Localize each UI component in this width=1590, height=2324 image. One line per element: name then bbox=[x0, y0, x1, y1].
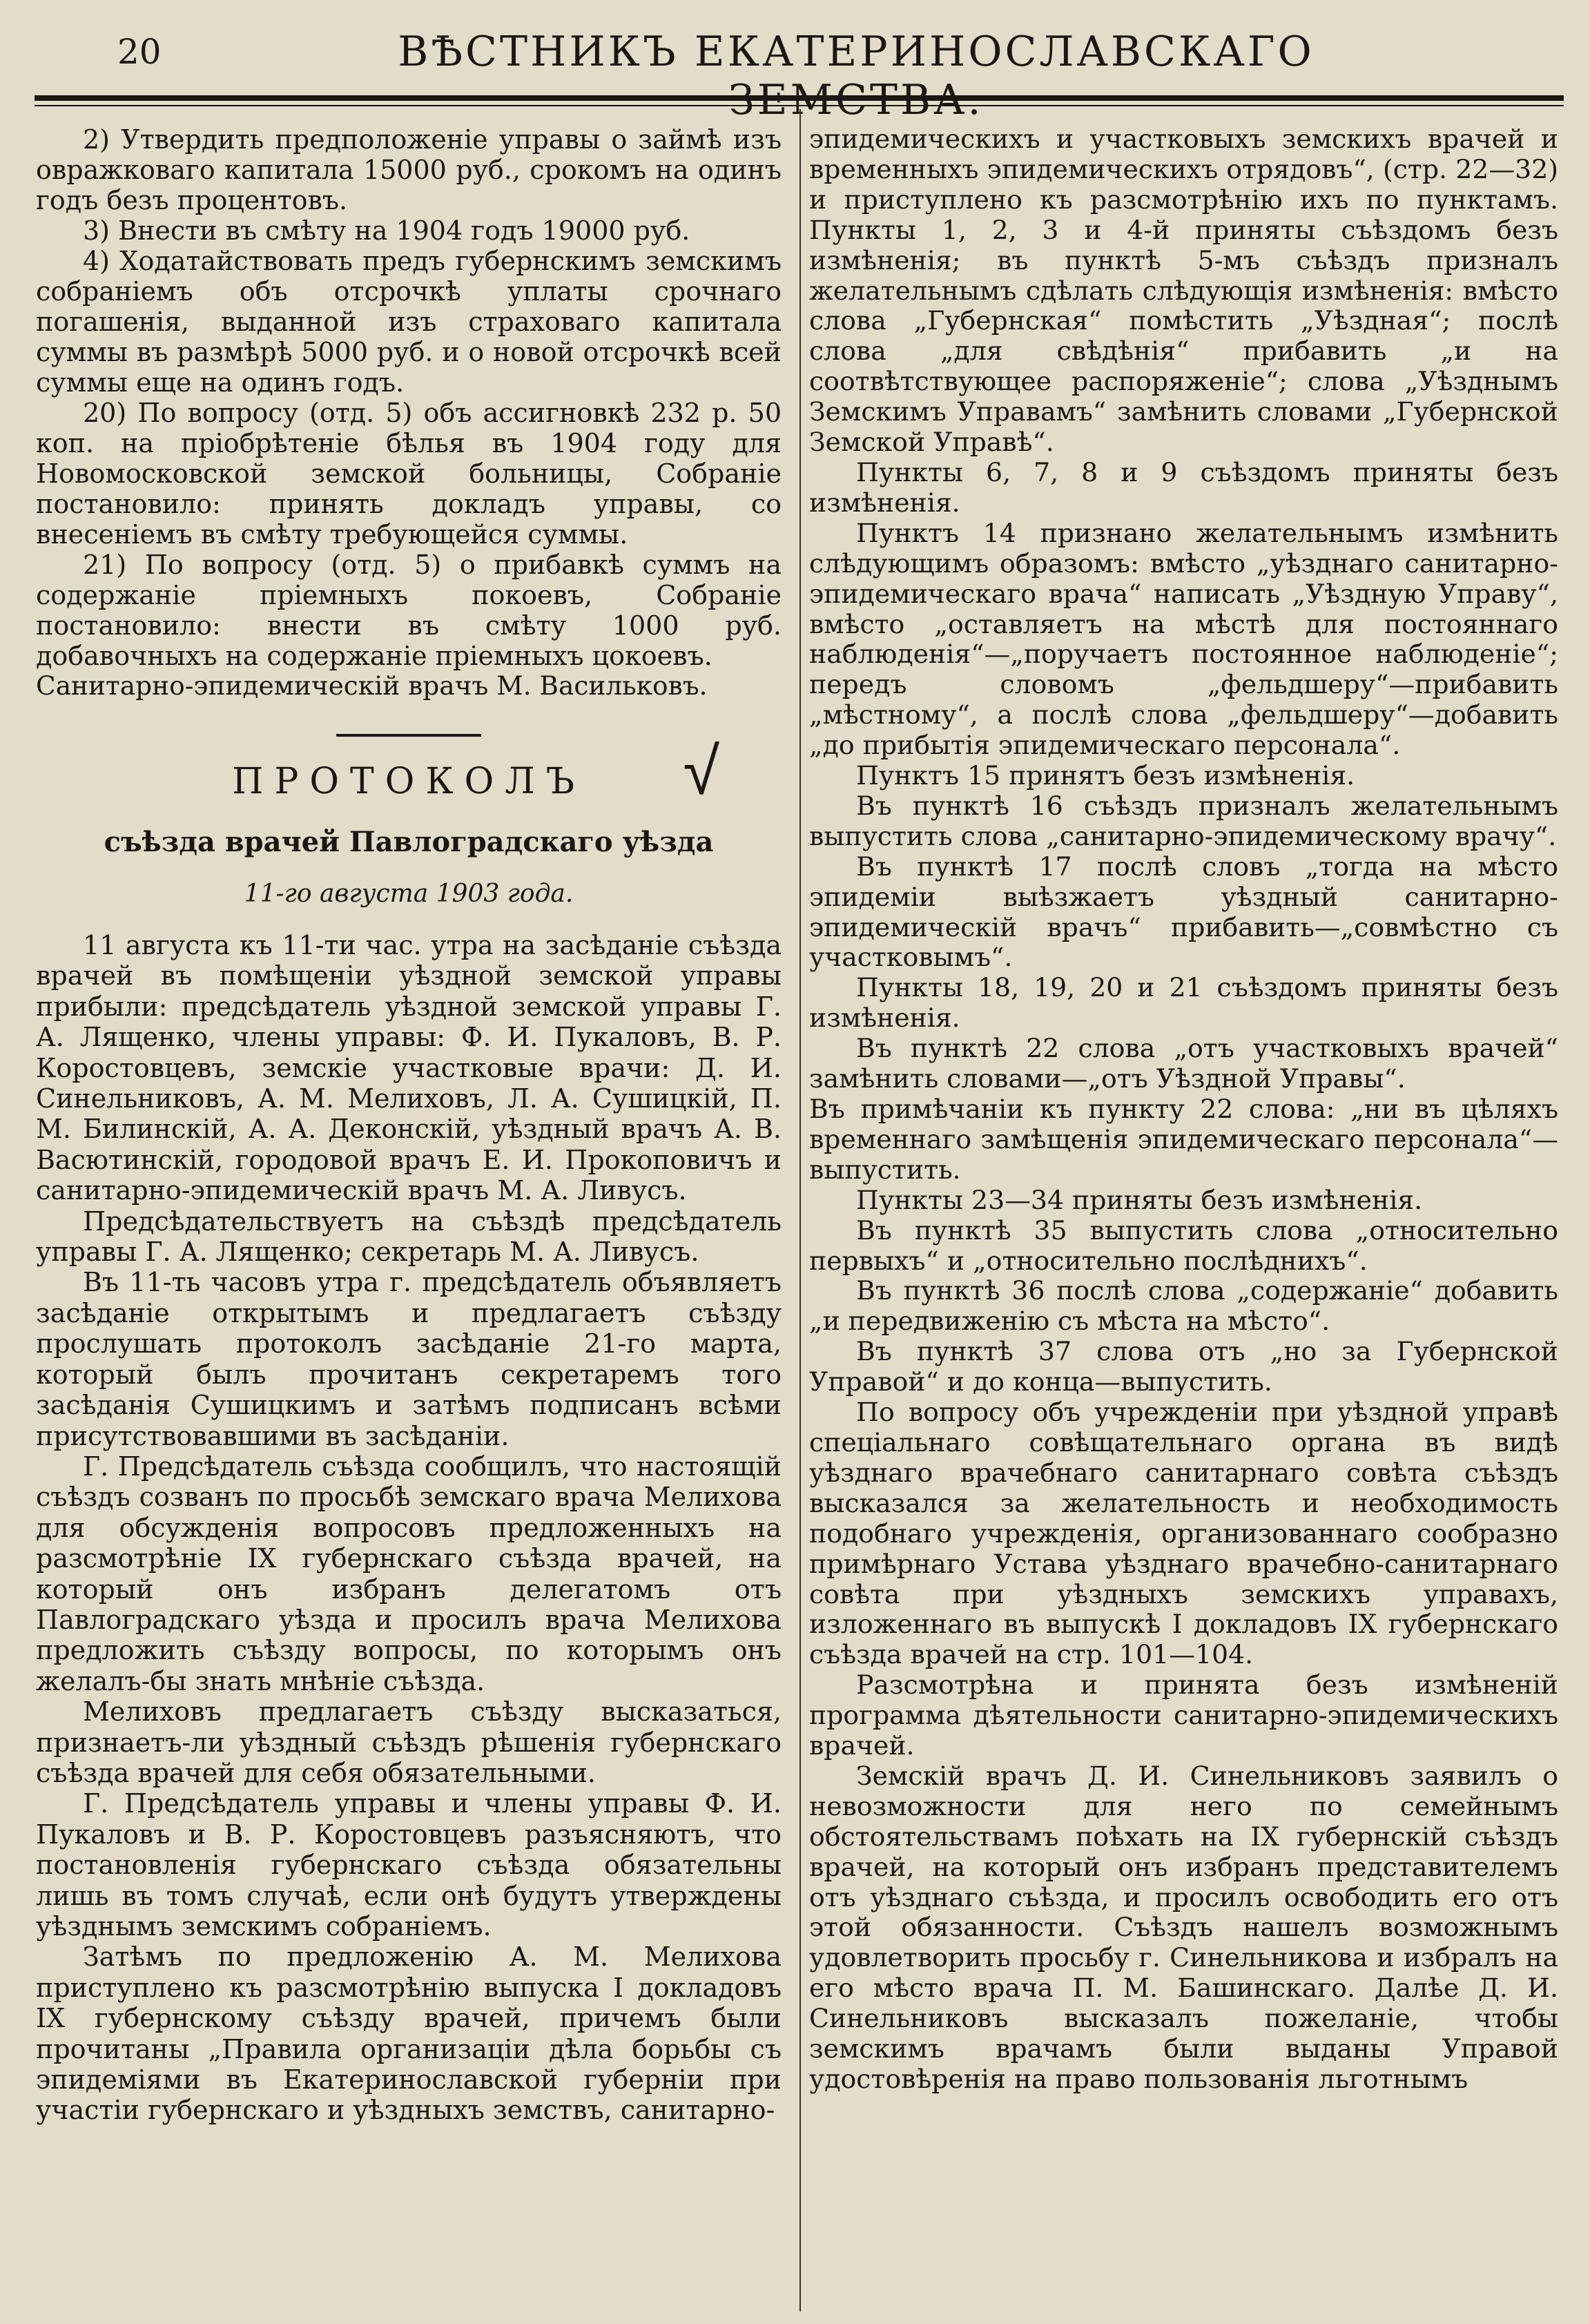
paragraph: Пункты 23—34 приняты безъ измѣненiя. bbox=[856, 1184, 1423, 1215]
paragraph: Земскiй врачъ Д. И. Синельниковъ заявилъ о невозможности для него по семейнымъ обстоятельствамъ поѣхать на IX губернскiй съѣздъ врачей, на который онъ избранъ представителемъ отъ уѣзднаго съѣзда, и просилъ освободить его отъ этой обязанности. Съѣздъ нашелъ возможнымъ удовлетворить просьбу г. Синельникова и избралъ на его мѣсто врача П. М. Башинскаго. Далѣе Д. И. Синельниковъ высказалъ пожеланiе, чтобы земскимъ врачамъ были выданы Управой удостовѣренiя на право пользованiя льготнымъ bbox=[809, 1760, 1558, 2094]
page-number: 20 bbox=[117, 32, 162, 72]
paragraph: 11 августа къ 11-ти час. утра на засѣданiе съѣзда врачей въ помѣщенiи уѣздной земской управы прибыли: предсѣдатель уѣздной земской управы Г. А. Лященко, члены управы: Ф. И. Пукаловъ, В. Р. Коростовцевъ, земскiе участковые врачи: Д. И. Синельниковъ, А. М. Мелиховъ, Л. А. Сушицкiй, П. М. Билинскiй, А. А. Деконскiй, уѣздный врачъ А. В. Васютинскiй, городовой врачъ Е. И. Прокоповичъ и санитарно-эпидемическiй врачъ М. А. Ливусъ. bbox=[36, 930, 782, 1206]
paragraph: 4) Ходатайствовать предъ губернскимъ земскимъ собранiемъ объ отсрочкѣ уплаты срочнаго погашенiя, выданной изъ страховаго капитала суммы въ размѣрѣ 5000 руб. и о новой отсрочкѣ всей суммы еще на одинъ годъ. bbox=[36, 246, 782, 398]
paragraph: По вопросу объ учрежденiи при уѣздной управѣ спецiальнаго совѣщательнаго органа въ видѣ уѣзднаго врачебнаго санитарнаго совѣта съѣздъ высказался за желательность и необходимость подобнаго учрежденiя, организованнаго сообразно примѣрнаго Устава уѣзднаго врачебно-санитарнаго совѣта при уѣздныхъ земскихъ управахъ, изложеннаго въ выпускѣ I докладовъ IX губернскаго съѣзда врачей на стр. 101—104. bbox=[809, 1397, 1558, 1670]
paragraph: Пунктъ 14 признано желательнымъ измѣнить слѣдующимъ образомъ: вмѣсто „уѣзднаго санитарно-эпидемическаго врача“ написать „Уѣздную Управу“, вмѣсто „оставляетъ на мѣстѣ для постояннаго наблюденiя“—„поручаетъ постоянное наблюденiе“; передъ словомъ „фельдшеру“—прибавить „мѣстному“, а послѣ слова „фельдшеру“—добавить „до прибытiя эпидемическаго персонала“. bbox=[809, 517, 1558, 761]
paragraph: Пунктъ 15 принятъ безъ измѣненiя. bbox=[856, 760, 1355, 791]
check-mark: √ bbox=[683, 733, 719, 810]
paragraph: Въ пунктѣ 37 слова отъ „но за Губернской Управой“ и до конца—выпустить. bbox=[809, 1336, 1558, 1397]
protocol-subtitle: съѣзда врачей Павлоградскаго уѣзда bbox=[104, 826, 714, 858]
paragraph: Въ пунктѣ 17 послѣ словъ „тогда на мѣсто эпидемiи выѣзжаетъ уѣздный санитарно-эпидемическiй врачъ“ прибавить—„совмѣстно съ участковымъ“. bbox=[809, 851, 1558, 973]
protocol-title: ПРОТОКОЛЪ bbox=[232, 761, 585, 802]
signature: Санитарно-эпидемическiй врачъ М. Васильковъ. bbox=[36, 670, 708, 701]
section-separator bbox=[336, 734, 481, 737]
paragraph: эпидемическихъ и участковыхъ земскихъ врачей и временныхъ эпидемическихъ отрядовъ“, (стр. 22—32) и приступлено къ разсмотрѣнiю ихъ по пунктамъ. Пункты 1, 2, 3 и 4-й приняты съѣздомъ безъ измѣненiя; въ пунктѣ 5-мъ съѣздъ призналъ желательнымъ сдѣлать слѣдующiя измѣненiя: вмѣсто слова „Губернская“ помѣстить „Уѣздная“; послѣ слова „для свѣдѣнiя“ прибавить „и на соотвѣтствующее распоряженiе“; слова „Уѣзднымъ Земскимъ Управамъ“ замѣнить словами „Губернской Земской Управѣ“. bbox=[809, 124, 1558, 458]
paragraph: 21) По вопросу (отд. 5) о прибавкѣ суммъ на содержанiе прiемныхъ покоевъ, Собранiе постановило: внести въ смѣту 1000 руб. добавочныхъ на содержанiе прiемныхъ цокоевъ. bbox=[36, 550, 782, 671]
paragraph: 20) По вопросу (отд. 5) объ ассигновкѣ 232 р. 50 коп. на прiобрѣтенiе бѣлья въ 1904 году для Новомосковской земской больницы, Собранiе постановило: принять докладъ управы, со внесенiемъ въ смѣту требующейся суммы. bbox=[36, 398, 782, 550]
paragraph: Въ пунктѣ 36 послѣ слова „содержанiе“ добавить „и передвиженiю съ мѣста на мѣсто“. bbox=[809, 1275, 1558, 1337]
paragraph: Въ примѣчанiи къ пункту 22 слова: „ни въ цѣляхъ временнаго замѣщенiя эпидемическаго персонала“—выпустить. bbox=[809, 1094, 1558, 1185]
page-header bbox=[117, 28, 1567, 76]
header-rule-thin bbox=[35, 105, 1564, 106]
header-rule-thick bbox=[35, 95, 1564, 101]
running-title: ВѢСТНИКЪ ЕКАТЕРИНОСЛАВСКАГО bbox=[398, 28, 1315, 76]
column-divider bbox=[799, 109, 801, 2312]
paragraph: Затѣмъ по предложенiю А. М. Мелихова приступлено къ разсмотрѣнiю выпуска I докладовъ IX губернскому съѣзду врачей, причемъ были прочитаны „Правила организацiи дѣла борьбы съ эпидемiями въ Екатеринославской губернiи при участiи губернскаго и уѣздныхъ земствъ, санитарно- bbox=[36, 1941, 782, 2126]
left-column bbox=[36, 124, 782, 2126]
paragraph: 3) Внести въ смѣту на 1904 годъ 19000 руб. bbox=[83, 215, 690, 246]
paragraph: Мелиховъ предлагаетъ съѣзду высказаться, признаетъ-ли уѣздный съѣздъ рѣшенiя губернскаго съѣзда врачей для себя обязательными. bbox=[36, 1696, 782, 1788]
paragraph: Въ 11-ть часовъ утра г. предсѣдатель объявляетъ засѣданiе открытымъ и предлагаетъ съѣзду прослушать протоколъ засѣданiе 21-го марта, который былъ прочитанъ секретаремъ того засѣданiя Сушицкимъ и затѣмъ подписанъ всѣми присутствовавшими въ засѣданiи. bbox=[36, 1267, 782, 1451]
paragraph: Г. Предсѣдатель управы и члены управы Ф. И. Пукаловъ и В. Р. Коростовцевъ разъясняютъ, что постановленiя губернскаго съѣзда обязательны лишь въ томъ случаѣ, если онѣ будутъ утверждены уѣзднымъ земскимъ собранiемъ. bbox=[36, 1788, 782, 1941]
paragraph: Пункты 18, 19, 20 и 21 съѣздомъ приняты безъ измѣненiя. bbox=[809, 972, 1558, 1034]
paragraph: Въ пунктѣ 35 выпустить слова „относительно первыхъ“ и „относительно послѣднихъ“. bbox=[809, 1214, 1558, 1276]
paragraph: Разсмотрѣна и принята безъ измѣненiй программа дѣятельности санитарно-эпидемическихъ врачей. bbox=[809, 1669, 1558, 1761]
paragraph: Пункты 6, 7, 8 и 9 съѣздомъ приняты безъ измѣненiя. bbox=[809, 456, 1558, 518]
paragraph: Г. Предсѣдатель съѣзда сообщилъ, что настоящiй съѣздъ созванъ по просьбѣ земскаго врача Мелихова для обсужденiя вопросовъ предложенныхъ на разсмотрѣнiе IX губернскаго съѣзда врачей, на который онъ избранъ делегатомъ отъ Павлоградскаго уѣзда и просилъ врача Мелихова предложить съѣзду вопросы, по которымъ онъ желалъ-бы знать мнѣнiе съѣзда. bbox=[36, 1451, 782, 1696]
protocol-heading bbox=[36, 733, 782, 810]
paragraph: Въ пунктѣ 22 слова „отъ участковыхъ врачей“ замѣнить словами—„отъ Уѣздной Управы“. bbox=[809, 1033, 1558, 1094]
protocol-body bbox=[36, 930, 782, 2126]
paragraph: 2) Утвердить предположенiе управы о займѣ изъ овражковаго капитала 15000 руб., срокомъ на одинъ годъ безъ процентовъ. bbox=[36, 124, 782, 215]
protocol-date: 11-го августа 1903 года. bbox=[244, 880, 574, 908]
paragraph: Предсѣдательствуетъ на съѣздѣ предсѣдатель управы Г. А. Лященко; секретарь М. А. Ливусъ. bbox=[36, 1205, 782, 1268]
right-column bbox=[809, 124, 1558, 2095]
paragraph: Въ пунктѣ 16 съѣздъ призналъ желательнымъ выпустить слова „санитарно-эпидемическому врачу“. bbox=[809, 790, 1558, 851]
